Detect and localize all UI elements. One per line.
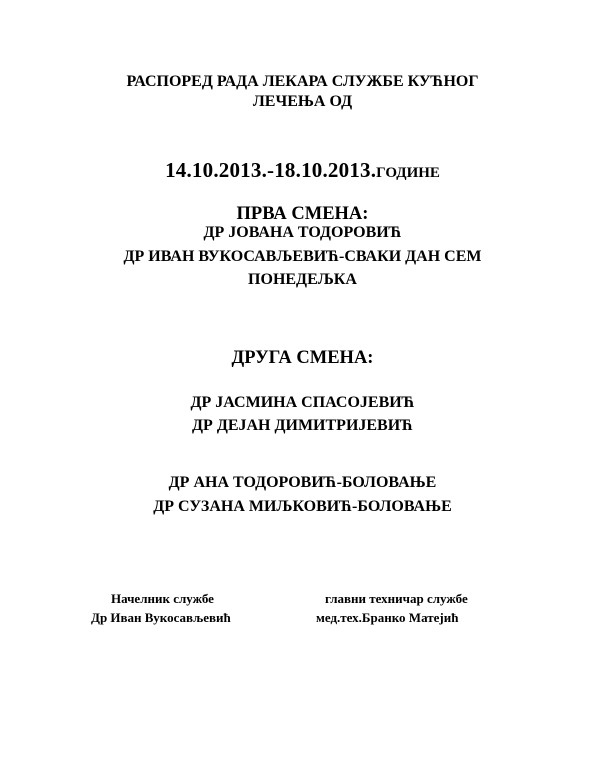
second-shift-doctor-1: ДР ЈАСМИНА СПАСОЈЕВИЋ [190, 394, 415, 411]
first-shift-doctor-2-line-1: ДР ИВАН ВУКОСАВЉЕВИЋ-СВАКИ ДАН СЕМ [123, 248, 482, 265]
first-shift-doctor-2-line-2: ПОНЕДЕЉКА [248, 271, 357, 288]
first-shift-heading: ПРВА СМЕНА: [236, 204, 369, 224]
period-line [0, 160, 605, 181]
period-suffix: ГОДИНЕ [376, 165, 440, 181]
signature-right-name: мед.тех.Бранко Матејић [316, 610, 459, 625]
title-line-2: ЛЕЧЕЊА ОД [252, 93, 353, 110]
signature-left-name: Др Иван Вукосављевић [91, 610, 231, 625]
second-shift-doctor-2: ДР ДЕЈАН ДИМИТРИЈЕВИЋ [192, 417, 413, 434]
sick-leave-line-1: ДР АНА ТОДОРОВИЋ-БОЛОВАЊЕ [168, 474, 437, 491]
sick-leave-line-2: ДР СУЗАНА МИЉКОВИЋ-БОЛОВАЊЕ [153, 498, 452, 515]
period-dates: 14.10.2013.-18.10.2013. [165, 158, 377, 182]
title-line-1: РАСПОРЕД РАДА ЛЕКАРА СЛУЖБЕ КУЋНОГ [126, 73, 479, 90]
second-shift-heading: ДРУГА СМЕНА: [231, 348, 374, 368]
first-shift-doctor-1: ДР ЈОВАНА ТОДОРОВИЋ [203, 224, 402, 241]
signature-left-title: Начелник службе [111, 591, 214, 606]
signature-right-title: главни техничар службе [325, 591, 468, 606]
